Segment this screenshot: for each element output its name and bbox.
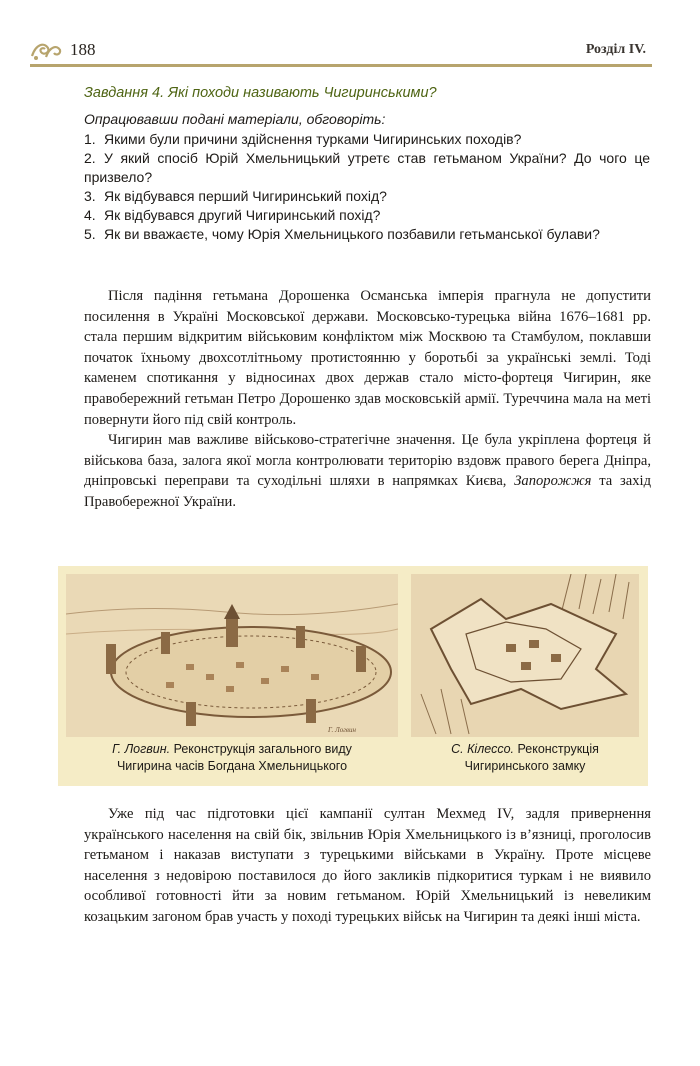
section-label: Розділ IV. xyxy=(585,42,646,57)
chyhyryn-reconstruction-image xyxy=(66,574,398,737)
body-text-bottom xyxy=(84,804,651,928)
body-text-top xyxy=(84,286,651,513)
task-question: 1. Якими були причини здійснення турками Чигиринських походів? xyxy=(84,131,522,147)
task-question-list xyxy=(84,130,650,244)
figure-band xyxy=(58,566,648,786)
task-instruction: Опрацювавши подані матеріали, обговоріть: xyxy=(84,111,386,127)
task-question: 2. У який спосіб Юрій Хмельницький утретє став гетьманом України? До чого це призвело? xyxy=(84,150,650,185)
paragraph: Уже під час підготовки цієї кампанії султан Мехмед IV, задля привернення українського населення на свій бік, звільнив Юрія Хмельницького із в’язниці, проголосив гетьманом і наказав виступати з турецькими військами в Україну. Проте місцеве населення з недовірою поставилося до його закликів підкоритися туркам і не виявило особливої готовності йти за новим гетьманом. Юрій Хмельницький із невеликим козацьким загоном брав участь у поході турецьких військ на Чигирин та деякі інші міста. xyxy=(84,806,651,925)
chyhyryn-castle-image xyxy=(411,574,639,737)
figure-caption: С. Кілессо. Реконструкція Чигиринського замку xyxy=(451,742,599,773)
task-question: 3. Як відбувався перший Чигиринський похід? xyxy=(84,188,387,204)
task-question: 4. Як відбувався другий Чигиринський похід? xyxy=(84,207,381,223)
ornament-icon xyxy=(30,38,62,62)
paragraph: Після падіння гетьмана Дорошенка Османська імперія прагнула не допустити посилення в Україні Московської держави. Московсько-турецька війна 1676–1681 рр. стала першим відкритим військовим конфліктом між Москвою та Стамбулом, поклавши початок їхньому двохсотлітньому протистоянню у боротьбі за українські землі. Тоді каменем спотикання у відносинах двох держав стало місто-фортеця Чигирин, яке правобережний гетьман Петро Дорошенко здав московській армії. Туреччина мала на меті повернути його під свій контроль. xyxy=(84,288,651,428)
task-title: Завдання 4. Які походи називають Чигиринськими? xyxy=(84,85,437,101)
task-question: 5. Як ви вважаєте, чому Юрія Хмельницького позбавили гетьманської булави? xyxy=(84,226,600,242)
task-block xyxy=(84,85,650,244)
header-divider xyxy=(30,64,652,67)
figure-caption: Г. Логвин. Реконструкція загального виду Чигирина часів Богдана Хмельницького xyxy=(112,742,352,773)
page-number: 188 xyxy=(70,40,96,59)
artist-signature: Г. Логвин xyxy=(328,726,356,734)
paragraph: Чигирин мав важливе військово-стратегічне значення. Це була укріплена фортеця й військова база, залога якої могла контролювати територію вздовж правого берега Дніпра, дніпровські переправи та суходільні шляхи в напрямках Києва, Запорожжя та захід Правобережної України. xyxy=(84,432,651,510)
